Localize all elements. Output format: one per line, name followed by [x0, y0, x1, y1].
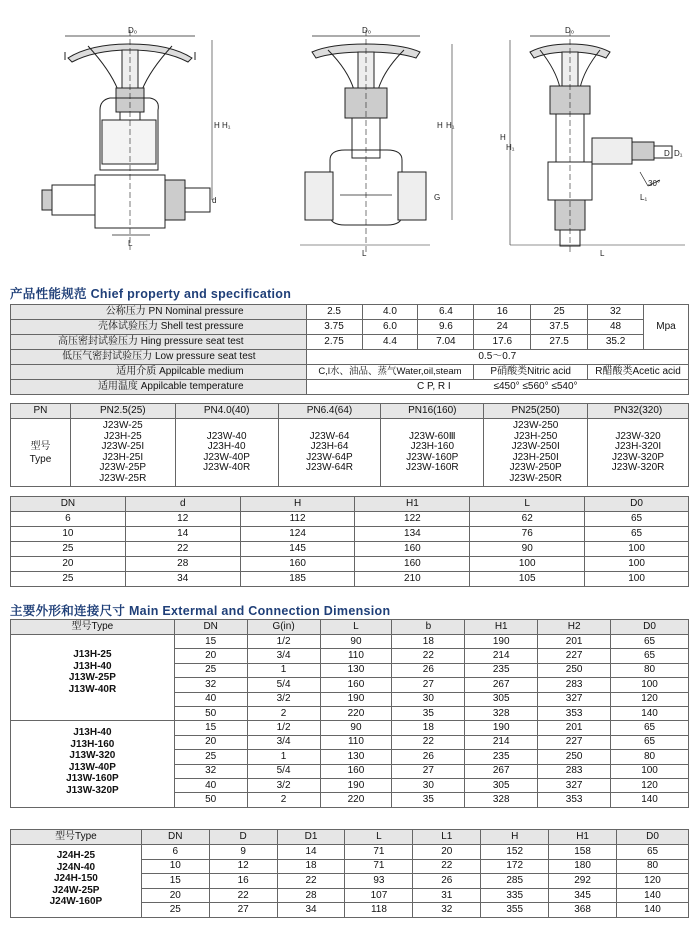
j13-cell: 214	[465, 649, 538, 663]
j13-cell: 65	[611, 735, 689, 749]
j13-cell: 353	[538, 706, 611, 720]
mid-dim-H: H	[437, 121, 443, 130]
j13-cell: 40	[174, 778, 247, 792]
j13-cell: 90	[320, 721, 392, 735]
j24-cell: 292	[549, 874, 617, 889]
dn-cell: 76	[470, 527, 585, 542]
dn-row	[11, 557, 689, 572]
spec-value: 9.6	[418, 320, 474, 335]
j24-cell: 93	[345, 874, 413, 889]
j24-dimension-table	[10, 829, 689, 918]
spec-value: 6.4	[418, 305, 474, 320]
dn-cell: 12	[125, 512, 240, 527]
spec-label: 公称压力 PN Nominal pressure	[11, 305, 307, 320]
j13-cell: 160	[320, 764, 392, 778]
spec-value: 6.0	[362, 320, 418, 335]
j13-cell: 18	[392, 635, 465, 649]
spec-value: 2.75	[306, 335, 362, 350]
pn-models-250: J23W-250 J23H-250 J23W-250I J23H-250I J23W-250P J23W-250R	[484, 419, 588, 487]
j13-cell: 250	[538, 750, 611, 764]
j24-cell: 71	[345, 859, 413, 874]
pn-header: PN2.5(25)	[70, 404, 175, 419]
dn-row	[11, 512, 689, 527]
spec-label: 壳体试验压力 Shell test pressure	[11, 320, 307, 335]
j13-cell: 328	[465, 793, 538, 807]
dn-header: D0	[585, 497, 689, 512]
j13-cell: 5/4	[247, 678, 320, 692]
j13-cell: 65	[611, 649, 689, 663]
j24-cell: 9	[209, 845, 277, 860]
left-dim-H: H	[214, 121, 220, 130]
j24-header: L1	[413, 830, 481, 845]
j24-row	[11, 845, 689, 860]
j13-cell: 220	[320, 706, 392, 720]
dn-header: H	[240, 497, 355, 512]
j13-cell: 1	[247, 750, 320, 764]
j13-cell: 2	[247, 793, 320, 807]
spec-row-low-pressure	[11, 350, 689, 365]
j13-cell: 214	[465, 735, 538, 749]
right-dim-L: L	[600, 249, 605, 258]
j13-cell: 353	[538, 793, 611, 807]
dn-cell: 105	[470, 572, 585, 587]
j24-cell: 80	[617, 859, 689, 874]
j13-cell: 120	[611, 778, 689, 792]
pn-models-160: J23W-60Ⅲ J23H-160 J23W-160P J23W-160R	[381, 419, 484, 487]
j13-cell: 20	[174, 735, 247, 749]
j13-cell: 327	[538, 778, 611, 792]
dn-cell: 25	[11, 542, 126, 557]
j13-cell: 15	[174, 635, 247, 649]
left-dim-H1: H₁	[222, 121, 231, 130]
j24-cell: 14	[277, 845, 345, 860]
pn-header: PN4.0(40)	[175, 404, 278, 419]
j13-cell: 190	[465, 635, 538, 649]
dn-cell: 112	[240, 512, 355, 527]
j13-cell: 235	[465, 750, 538, 764]
j24-cell: 107	[345, 888, 413, 903]
pn-models-64: J23W-64 J23H-64 J23W-64P J23W-64R	[278, 419, 381, 487]
j13-row	[11, 635, 689, 649]
spec-unit: Mpa	[644, 305, 689, 350]
j13-cell: 27	[392, 764, 465, 778]
spec-row-medium	[11, 365, 689, 380]
j13-cell: 328	[465, 706, 538, 720]
j13-cell: 3/2	[247, 778, 320, 792]
j13-cell: 15	[174, 721, 247, 735]
j24-cell: 22	[277, 874, 345, 889]
dn-cell: 25	[11, 572, 126, 587]
dn-cell: 210	[355, 572, 470, 587]
j24-cell: 152	[481, 845, 549, 860]
spec-value: 37.5	[531, 320, 588, 335]
pn-header: PN	[11, 404, 71, 419]
dn-cell: 34	[125, 572, 240, 587]
spec-medium-acetic: R醋酸类Acetic acid	[588, 365, 689, 380]
pn-header: PN16(160)	[381, 404, 484, 419]
mid-dim-L: L	[362, 249, 367, 258]
dn-cell: 100	[470, 557, 585, 572]
drawing-angle-valve	[510, 30, 685, 252]
drawing-globe-valve-flanged	[42, 30, 212, 250]
j24-cell: 26	[413, 874, 481, 889]
spec-value: 17.6	[474, 335, 531, 350]
j13-header: b	[392, 620, 465, 635]
pn-models-320: J23W-320 J23H-320I J23W-320P J23W-320R	[588, 419, 689, 487]
mid-dim-H1: H₁	[446, 121, 455, 130]
j24-cell: 158	[549, 845, 617, 860]
j24-cell: 65	[617, 845, 689, 860]
pn-header: PN32(320)	[588, 404, 689, 419]
pn-model-table	[10, 403, 689, 487]
section-title-main-dimension: 主要外形和连接尺寸 Main Extermal and Connection Dimension	[10, 604, 391, 618]
spec-table	[10, 304, 689, 395]
right-dim-H: H	[500, 133, 506, 142]
spec-temp-limits: ≤450° ≤560° ≤540°	[493, 381, 578, 392]
j24-cell: 118	[345, 903, 413, 918]
j13-cell: 30	[392, 778, 465, 792]
j13-cell: 305	[465, 692, 538, 706]
spec-value: 0.5～0.7	[306, 350, 688, 365]
valve-drawings	[0, 0, 700, 262]
dn-cell: 122	[355, 512, 470, 527]
j24-cell: 16	[209, 874, 277, 889]
j24-cell: 140	[617, 903, 689, 918]
spec-value: 25	[531, 305, 588, 320]
spec-value: 27.5	[531, 335, 588, 350]
spec-label: 适用介质 Appilcable medium	[11, 365, 307, 380]
j13-cell: 27	[392, 678, 465, 692]
j24-cell: 22	[413, 859, 481, 874]
pn-header: PN25(250)	[484, 404, 588, 419]
spec-label: 低压气密封试验压力 Low pressure seat test	[11, 350, 307, 365]
j13-header: L	[320, 620, 392, 635]
j24-header: DN	[141, 830, 209, 845]
j13-cell: 190	[320, 778, 392, 792]
pn-models-row	[11, 419, 689, 487]
spec-value: 24	[474, 320, 531, 335]
spec-value: 32	[588, 305, 644, 320]
j24-cell: 368	[549, 903, 617, 918]
spec-temp-materials: C P, R I	[416, 381, 451, 392]
j13-cell: 130	[320, 750, 392, 764]
j13-cell: 140	[611, 706, 689, 720]
j13-header: 型号Type	[11, 620, 175, 635]
spec-value: 3.75	[306, 320, 362, 335]
dn-header: H1	[355, 497, 470, 512]
spec-row-nominal	[11, 305, 689, 320]
pn-header-row	[11, 404, 689, 419]
dn-cell: 10	[11, 527, 126, 542]
j13-cell: 227	[538, 735, 611, 749]
spec-value: 2.5	[306, 305, 362, 320]
spec-label: 适用温度 Appilcable temperature	[11, 380, 307, 395]
j13-cell: 2	[247, 706, 320, 720]
dn-row	[11, 542, 689, 557]
j13-cell: 100	[611, 678, 689, 692]
j24-header: D1	[277, 830, 345, 845]
j13-cell: 5/4	[247, 764, 320, 778]
dn-cell: 65	[585, 527, 689, 542]
j24-header: 型号Type	[11, 830, 142, 845]
j13-header: G(in)	[247, 620, 320, 635]
dn-cell: 6	[11, 512, 126, 527]
j24-header: H1	[549, 830, 617, 845]
j13-cell: 283	[538, 678, 611, 692]
j13-dimension-table	[10, 619, 689, 808]
dn-cell: 65	[585, 512, 689, 527]
j13-cell: 3/4	[247, 649, 320, 663]
j13-header: H1	[465, 620, 538, 635]
dn-cell: 62	[470, 512, 585, 527]
j13-cell: 110	[320, 649, 392, 663]
spec-row-temperature	[11, 380, 689, 395]
dn-cell: 160	[355, 542, 470, 557]
j13-cell: 80	[611, 750, 689, 764]
j13-cell: 283	[538, 764, 611, 778]
j13-cell: 3/2	[247, 692, 320, 706]
dn-cell: 160	[355, 557, 470, 572]
j24-cell: 120	[617, 874, 689, 889]
j13-cell: 50	[174, 706, 247, 720]
spec-value: 4.4	[362, 335, 418, 350]
j24-cell: 12	[209, 859, 277, 874]
j13-cell: 32	[174, 764, 247, 778]
spec-value: 35.2	[588, 335, 644, 350]
j24-cell: 71	[345, 845, 413, 860]
right-dim-D: D	[664, 149, 670, 158]
j13-cell: 110	[320, 735, 392, 749]
pn-type-label: 型号 Type	[11, 419, 71, 487]
j13-cell: 25	[174, 750, 247, 764]
j24-cell: 34	[277, 903, 345, 918]
spec-medium-nitric: P硝酸类Nitric acid	[474, 365, 588, 380]
j13-cell: 80	[611, 663, 689, 677]
dn-cell: 100	[585, 572, 689, 587]
j24-header-row	[11, 830, 689, 845]
dn-cell: 160	[240, 557, 355, 572]
j13-cell: 26	[392, 750, 465, 764]
j13-cell: 267	[465, 678, 538, 692]
j13-cell: 22	[392, 649, 465, 663]
j24-cell: 180	[549, 859, 617, 874]
dn-cell: 14	[125, 527, 240, 542]
dn-cell: 28	[125, 557, 240, 572]
j13-cell: 1/2	[247, 635, 320, 649]
right-dim-H1: H₁	[506, 143, 515, 152]
pn-models-25: J23W-25 J23H-25 J23W-25I J23H-25I J23W-25P J23W-25R	[70, 419, 175, 487]
j24-cell: 345	[549, 888, 617, 903]
j13-cell: 32	[174, 678, 247, 692]
spec-value: 16	[474, 305, 531, 320]
mid-dim-D0: D₀	[362, 26, 372, 35]
j24-cell: 20	[141, 888, 209, 903]
j13-cell: 140	[611, 793, 689, 807]
j13-cell: 235	[465, 663, 538, 677]
j13-type-group-2: J13H-40 J13H-160 J13W-320 J13W-40P J13W-160P J13W-320P	[11, 721, 175, 807]
j24-cell: 355	[481, 903, 549, 918]
spec-row-shell	[11, 320, 689, 335]
j13-cell: 201	[538, 721, 611, 735]
j24-cell: 6	[141, 845, 209, 860]
j13-cell: 65	[611, 635, 689, 649]
j13-header: H2	[538, 620, 611, 635]
right-dim-L1: L₁	[640, 193, 648, 202]
j24-cell: 10	[141, 859, 209, 874]
section-title-chief-property: 产品性能规范 Chief property and specification	[10, 287, 292, 301]
left-dim-D0: D₀	[128, 26, 138, 35]
spec-row-high-pressure	[11, 335, 689, 350]
j13-cell: 227	[538, 649, 611, 663]
j13-header-row	[11, 620, 689, 635]
j24-cell: 15	[141, 874, 209, 889]
j13-cell: 25	[174, 663, 247, 677]
j13-cell: 120	[611, 692, 689, 706]
pn-models-40: J23W-40 J23H-40 J23W-40P J23W-40R	[175, 419, 278, 487]
spec-temp-values	[306, 380, 688, 395]
dn-cell: 20	[11, 557, 126, 572]
j24-type: J24H-25 J24N-40 J24H-150 J24W-25P J24W-160P	[11, 845, 142, 918]
j24-cell: 285	[481, 874, 549, 889]
j13-header: D0	[611, 620, 689, 635]
j24-header: D0	[617, 830, 689, 845]
right-dim-D1: D₁	[674, 149, 683, 158]
j13-cell: 267	[465, 764, 538, 778]
j13-cell: 1	[247, 663, 320, 677]
dn-cell: 100	[585, 542, 689, 557]
dn-cell: 185	[240, 572, 355, 587]
right-dim-angle: 30°	[648, 179, 661, 188]
j13-cell: 30	[392, 692, 465, 706]
j13-cell: 20	[174, 649, 247, 663]
spec-value: 48	[588, 320, 644, 335]
j13-cell: 160	[320, 678, 392, 692]
dn-header: DN	[11, 497, 126, 512]
j24-cell: 27	[209, 903, 277, 918]
j13-cell: 250	[538, 663, 611, 677]
dn-row	[11, 572, 689, 587]
j13-cell: 130	[320, 663, 392, 677]
left-dim-L: L	[128, 239, 133, 248]
j24-cell: 172	[481, 859, 549, 874]
j13-cell: 90	[320, 635, 392, 649]
drawing-globe-valve-threaded	[300, 30, 452, 252]
j24-cell: 335	[481, 888, 549, 903]
j13-cell: 18	[392, 721, 465, 735]
j24-cell: 140	[617, 888, 689, 903]
j13-cell: 65	[611, 721, 689, 735]
spec-medium-water: C,l水、油品、蒸气Water,oil,steam	[306, 365, 474, 380]
j24-cell: 20	[413, 845, 481, 860]
j13-cell: 305	[465, 778, 538, 792]
dn-header-row	[11, 497, 689, 512]
j13-cell: 190	[320, 692, 392, 706]
j13-cell: 327	[538, 692, 611, 706]
dn-cell: 124	[240, 527, 355, 542]
j13-cell: 100	[611, 764, 689, 778]
spec-value: 4.0	[362, 305, 418, 320]
j24-cell: 18	[277, 859, 345, 874]
j13-header: DN	[174, 620, 247, 635]
j24-header: L	[345, 830, 413, 845]
j13-cell: 40	[174, 692, 247, 706]
mid-dim-G: G	[434, 193, 441, 202]
j13-cell: 1/2	[247, 721, 320, 735]
spec-label: 高压密封试验压力 Hing pressure seat test	[11, 335, 307, 350]
dn-row	[11, 527, 689, 542]
dn-cell: 22	[125, 542, 240, 557]
j13-type-group-1: J13H-25 J13H-40 J13W-25P J13W-40R	[11, 635, 175, 721]
j24-cell: 32	[413, 903, 481, 918]
j13-cell: 201	[538, 635, 611, 649]
j13-row	[11, 721, 689, 735]
dn-header: L	[470, 497, 585, 512]
j13-cell: 50	[174, 793, 247, 807]
j13-cell: 190	[465, 721, 538, 735]
j24-cell: 28	[277, 888, 345, 903]
j24-cell: 25	[141, 903, 209, 918]
j13-cell: 35	[392, 706, 465, 720]
j24-cell: 31	[413, 888, 481, 903]
j24-cell: 22	[209, 888, 277, 903]
right-dim-D0: D₀	[565, 26, 575, 35]
j13-cell: 22	[392, 735, 465, 749]
j24-header: H	[481, 830, 549, 845]
dn-cell: 100	[585, 557, 689, 572]
pn-header: PN6.4(64)	[278, 404, 381, 419]
j13-cell: 35	[392, 793, 465, 807]
dn-header: d	[125, 497, 240, 512]
j13-cell: 220	[320, 793, 392, 807]
j13-cell: 26	[392, 663, 465, 677]
j24-header: D	[209, 830, 277, 845]
left-dim-d: d	[212, 196, 217, 205]
dn-cell: 90	[470, 542, 585, 557]
dn-dimension-table	[10, 496, 689, 587]
j13-cell: 3/4	[247, 735, 320, 749]
spec-value: 7.04	[418, 335, 474, 350]
dn-cell: 145	[240, 542, 355, 557]
dn-cell: 134	[355, 527, 470, 542]
